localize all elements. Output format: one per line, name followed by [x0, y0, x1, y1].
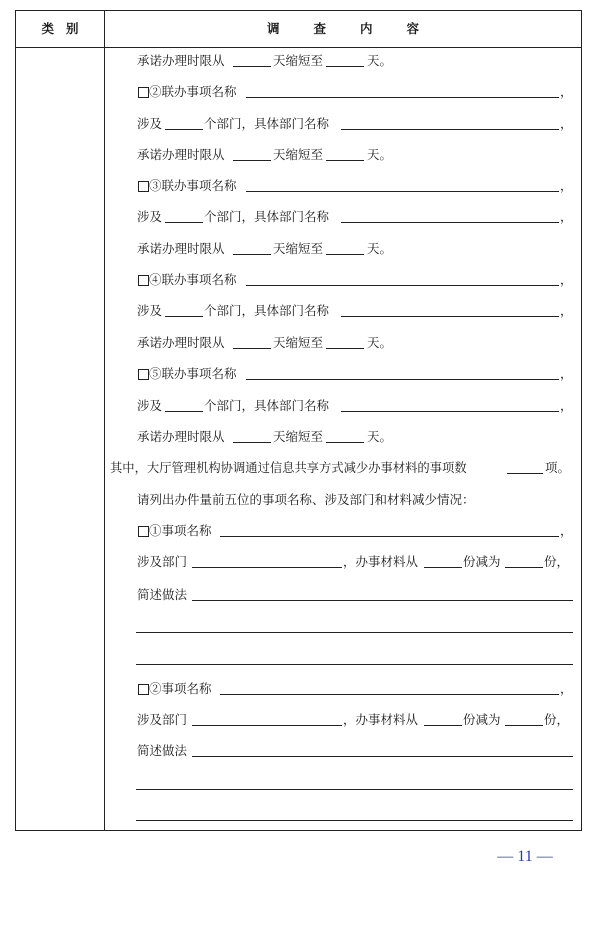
comma: ， [560, 398, 573, 413]
department-names-label: 个部门，具体部门名称 [204, 303, 330, 318]
brief-method-line[interactable] [136, 820, 573, 821]
page-number: — 11 — [497, 848, 553, 865]
time-limit-label: 承诺办理时限从 [137, 241, 225, 256]
materials-before-blank[interactable] [424, 725, 462, 726]
joint-item-5-label: ⑤联办事项名称 [149, 366, 237, 381]
item-1-name-blank[interactable] [220, 536, 559, 537]
joint-item-3-row [0, 176, 595, 196]
hall-note-suffix: 项。 [545, 460, 571, 475]
department-count-blank[interactable] [165, 129, 203, 130]
department-names-label: 个部门，具体部门名称 [204, 209, 330, 224]
time-limit-label: 承诺办理时限从 [137, 335, 225, 350]
original-days-blank[interactable] [233, 254, 271, 255]
reduced-days-blank[interactable] [326, 348, 364, 349]
joint-item-3-name-blank[interactable] [246, 191, 559, 192]
joint-item-2-name-blank[interactable] [246, 97, 559, 98]
materials-from-label: ，办事材料从 [343, 554, 419, 569]
day-label: 天。 [367, 147, 393, 162]
joint-item-5-row [0, 364, 595, 384]
joint-item-3-label: ③联办事项名称 [149, 178, 237, 193]
brief-method-row [0, 585, 595, 605]
item-1-label: ①事项名称 [149, 523, 212, 538]
materials-after-blank[interactable] [505, 567, 543, 568]
checkbox-joint-item-3[interactable] [138, 181, 149, 192]
brief-method-label: 简述做法 [137, 587, 188, 602]
comma: ， [560, 272, 573, 287]
checkbox-joint-item-2[interactable] [138, 87, 149, 98]
involves-label: 涉及 [137, 398, 163, 413]
item-2-row [0, 679, 595, 699]
header-category: 类别 [41, 21, 91, 36]
item-2-label: ②事项名称 [149, 681, 212, 696]
materials-row [0, 710, 595, 730]
copies-label: 份， [544, 554, 570, 569]
time-limit-row [0, 427, 595, 447]
hall-note-row [0, 458, 595, 478]
day-label: 天。 [367, 429, 393, 444]
checkbox-item-2[interactable] [138, 684, 149, 695]
department-names-blank[interactable] [341, 129, 559, 130]
departments-row [0, 396, 595, 416]
time-limit-label: 承诺办理时限从 [137, 53, 225, 68]
comma: ， [560, 209, 573, 224]
reduced-to-label: 天缩短至 [273, 241, 324, 256]
copies-reduced-label: 份减为 [463, 712, 501, 727]
involves-label: 涉及 [137, 303, 163, 318]
departments-row [0, 207, 595, 227]
joint-item-4-name-blank[interactable] [246, 285, 559, 286]
comma: ， [560, 303, 573, 318]
comma: ， [560, 523, 573, 538]
reduced-days-blank[interactable] [326, 66, 364, 67]
dept-involved-blank[interactable] [192, 725, 342, 726]
time-limit-row [0, 333, 595, 353]
time-limit-row [0, 51, 595, 71]
day-label: 天。 [367, 241, 393, 256]
day-label: 天。 [367, 335, 393, 350]
department-count-blank[interactable] [165, 316, 203, 317]
reduced-days-blank[interactable] [326, 160, 364, 161]
header-divider [16, 47, 581, 48]
joint-item-2-row [0, 82, 595, 102]
copies-reduced-label: 份减为 [463, 554, 501, 569]
dept-involved-blank[interactable] [192, 567, 342, 568]
day-label: 天。 [367, 53, 393, 68]
brief-method-blank[interactable] [192, 600, 573, 601]
department-names-blank[interactable] [341, 316, 559, 317]
reduced-to-label: 天缩短至 [273, 53, 324, 68]
materials-before-blank[interactable] [424, 567, 462, 568]
department-names-label: 个部门，具体部门名称 [204, 116, 330, 131]
involves-label: 涉及 [137, 116, 163, 131]
item-1-row [0, 521, 595, 541]
department-names-label: 个部门，具体部门名称 [204, 398, 330, 413]
item-2-name-blank[interactable] [220, 694, 559, 695]
materials-after-blank[interactable] [505, 725, 543, 726]
joint-item-2-label: ②联办事项名称 [149, 84, 237, 99]
departments-row [0, 114, 595, 134]
original-days-blank[interactable] [233, 66, 271, 67]
time-limit-label: 承诺办理时限从 [137, 429, 225, 444]
comma: ， [560, 116, 573, 131]
brief-method-blank[interactable] [192, 756, 573, 757]
list-top5-row [0, 490, 595, 510]
checkbox-joint-item-5[interactable] [138, 369, 149, 380]
comma: ， [560, 84, 573, 99]
reduced-days-blank[interactable] [326, 442, 364, 443]
joint-item-5-name-blank[interactable] [246, 379, 559, 380]
reduced-to-label: 天缩短至 [273, 147, 324, 162]
joint-item-4-label: ④联办事项名称 [149, 272, 237, 287]
comma: ， [560, 178, 573, 193]
department-names-blank[interactable] [341, 222, 559, 223]
brief-method-line[interactable] [136, 632, 573, 633]
item-count-blank[interactable] [507, 473, 543, 474]
original-days-blank[interactable] [233, 160, 271, 161]
hall-note-text: 其中，大厅管理机构协调通过信息共享方式减少办事材料的事项数 [110, 461, 467, 475]
materials-from-label: ，办事材料从 [343, 712, 419, 727]
brief-method-line[interactable] [136, 664, 573, 665]
brief-method-line[interactable] [136, 789, 573, 790]
checkbox-item-1[interactable] [138, 526, 149, 537]
department-names-blank[interactable] [341, 411, 559, 412]
checkbox-joint-item-4[interactable] [138, 275, 149, 286]
time-limit-label: 承诺办理时限从 [137, 147, 225, 162]
copies-label: 份， [544, 712, 570, 727]
departments-row [0, 301, 595, 321]
time-limit-row [0, 239, 595, 259]
reduced-to-label: 天缩短至 [273, 335, 324, 350]
time-limit-row [0, 145, 595, 165]
reduced-days-blank[interactable] [326, 254, 364, 255]
original-days-blank[interactable] [233, 348, 271, 349]
department-count-blank[interactable] [165, 222, 203, 223]
list-top5-instruction: 请列出办件量前五位的事项名称、涉及部门和材料减少情况： [137, 492, 475, 507]
joint-item-4-row [0, 270, 595, 290]
brief-method-label: 简述做法 [137, 743, 188, 758]
reduced-to-label: 天缩短至 [273, 429, 324, 444]
department-count-blank[interactable] [165, 411, 203, 412]
original-days-blank[interactable] [233, 442, 271, 443]
materials-row [0, 552, 595, 572]
brief-method-row [0, 741, 595, 761]
comma: ， [560, 366, 573, 381]
involves-label: 涉及 [137, 209, 163, 224]
dept-involved-label: 涉及部门 [137, 712, 188, 727]
dept-involved-label: 涉及部门 [137, 554, 188, 569]
header-content: 调查内容 [266, 21, 453, 36]
comma: ， [560, 681, 573, 696]
